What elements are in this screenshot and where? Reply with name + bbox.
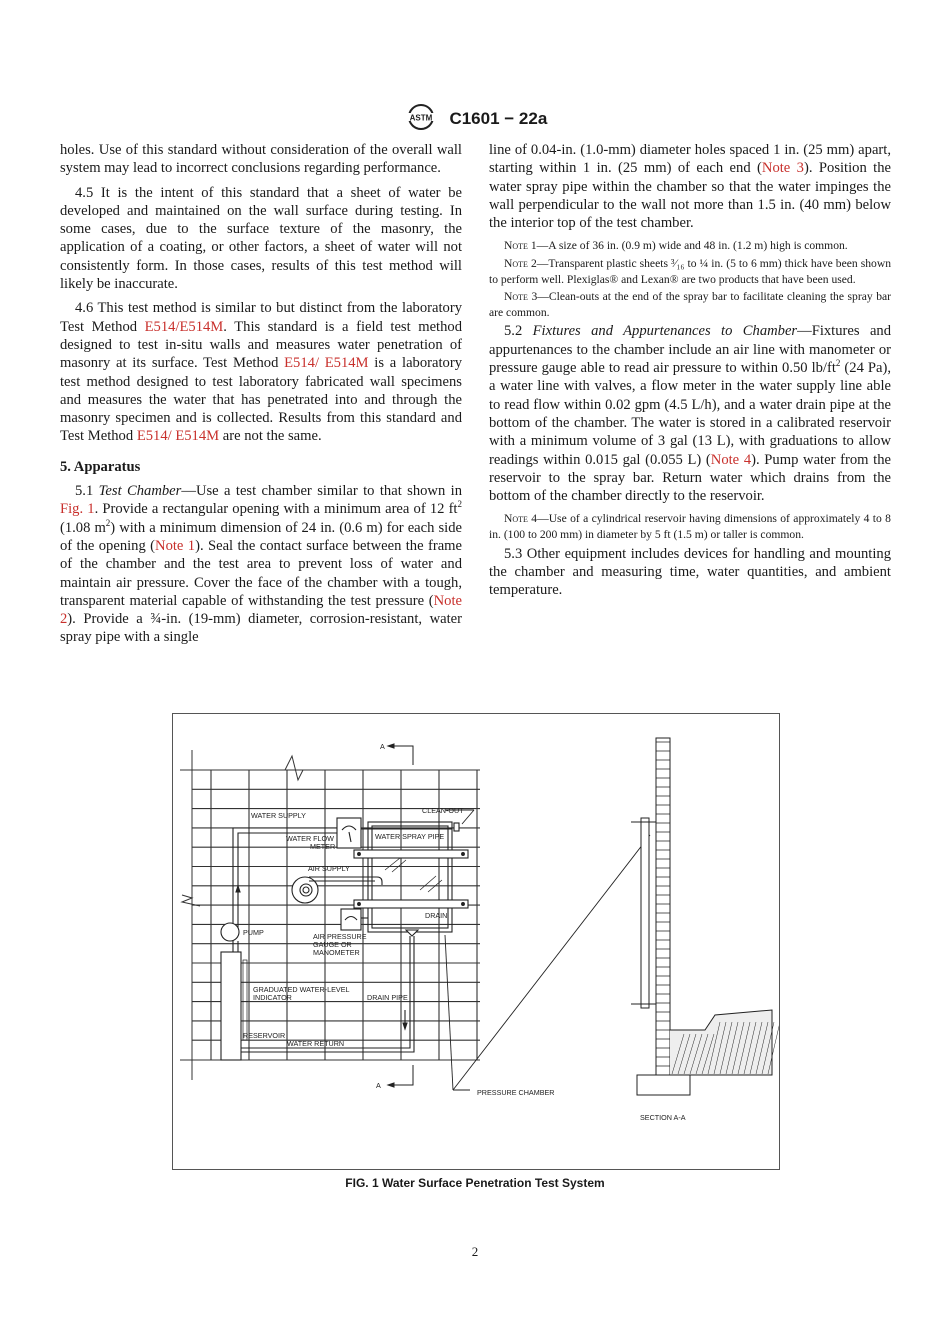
note-label: Note 2 <box>504 257 537 271</box>
text-run: . Provide a rectangular opening with a minimum area of 12 ft <box>94 501 458 518</box>
text-run: . This standard is a field test method designed to test in-situ walls and measures water penetration of masonry at its surface. Test Method <box>60 318 462 372</box>
note-label: Note 4 <box>504 512 538 526</box>
label-meter: METER <box>310 842 336 851</box>
text-run: 5.2 <box>504 323 533 340</box>
text-run: 5.3 Other equipment includes devices for handling and mounting the chamber and measuring time, water quantities, and ambient temperature. <box>489 545 891 599</box>
text-run: —Use a test chamber similar to that shown in <box>181 483 462 500</box>
svg-text:ASTM: ASTM <box>409 113 433 123</box>
text-run: (1.08 m <box>60 519 106 536</box>
air-pressure-gauge <box>341 909 361 930</box>
superscript: 2 <box>835 358 841 369</box>
reference-link[interactable]: E514/E514M <box>144 318 224 335</box>
figure-1 <box>172 713 780 1170</box>
text-run: ). Provide a ¾-in. (19-mm) diameter, corrosion-resistant, water spray pipe with a single <box>60 611 462 646</box>
paragraph <box>489 322 891 505</box>
document-designation: C1601 − 22a <box>449 108 548 128</box>
label-gauge-or: GAUGE OR <box>313 940 352 949</box>
section-heading <box>60 458 462 476</box>
pointer-lines <box>445 810 650 1090</box>
text-run: —Use of a cylindrical reservoir having dimensions of approximately 4 to 8 in. (100 to 200 mm) in diameter by 5 ft (1.5 m) or taller is common. <box>489 512 891 542</box>
label-water-supply: WATER SUPPLY <box>251 811 306 820</box>
text-run: —A size of 36 in. (0.9 m) wide and 48 in. (1.2 m) high is common. <box>536 239 848 253</box>
paragraph <box>60 141 462 178</box>
reference-link[interactable]: Note 3 <box>761 160 804 177</box>
note-paragraph <box>489 238 891 254</box>
note-paragraph <box>489 511 891 542</box>
label-water-return: WATER RETURN <box>287 1039 345 1048</box>
page-number: 2 <box>471 1244 479 1259</box>
text-run: is a laboratory test method designed to test laboratory fabricated wall specimens and measures the water that has penetrated into and through the masonry specimen and is collected. Results from this standard and Test Method <box>60 355 462 445</box>
text-run: ) with a minimum dimension of 24 in. (0.6 m) for each side of the opening ( <box>60 519 462 554</box>
text-run: —Clean-outs at the end of the spray bar to facilitate cleaning the spray bar are common. <box>489 290 891 319</box>
reference-link[interactable]: E514/ E514M <box>284 355 369 372</box>
left-column <box>60 141 462 653</box>
pump-icon <box>221 923 239 941</box>
section-marker-a-bottom: A <box>376 1081 381 1090</box>
text-run: —Transparent plastic sheets ³⁄₁₆ to ¼ in. (5 to 6 mm) thick have been shown to perform well. Plexiglas® and Lexan® are two products that have been used. <box>489 257 891 286</box>
label-water-spray-pipe: WATER SPRAY PIPE <box>375 832 445 841</box>
label-water-flow: WATER FLOW <box>286 834 334 843</box>
note-paragraph <box>489 289 891 320</box>
paragraph <box>60 184 462 294</box>
reference-link[interactable]: Note 1 <box>155 537 196 554</box>
reference-link[interactable]: Note 2 <box>60 592 462 628</box>
label-pressure-chamber: PRESSURE CHAMBER <box>477 1088 555 1097</box>
paragraph <box>60 299 462 445</box>
text-run: holes. Use of this standard without consideration of the overall wall system may lead to incorrect conclusions regarding performance. <box>60 142 462 177</box>
astm-logo-icon <box>403 102 439 137</box>
label-manometer: MANOMETER <box>313 948 360 957</box>
reference-link[interactable]: Note 4 <box>710 451 752 468</box>
italic-title: Fixtures and Appurtenances to Chamber <box>532 323 798 340</box>
label-section-aa: SECTION A-A <box>640 1113 686 1122</box>
label-drain: DRAIN <box>425 911 448 920</box>
reference-link[interactable]: Fig. 1 <box>60 501 95 518</box>
figure-caption: FIG. 1 Water Surface Penetration Test System <box>345 1176 605 1190</box>
text-run: ). Pump water from the reservoir to the spray bar. Return water which drains from the bottom of the chamber directly to the reservoir. <box>489 451 891 505</box>
paragraph <box>489 545 891 600</box>
text-run: are not the same. <box>219 428 322 445</box>
superscript: 2 <box>457 499 462 510</box>
reference-link[interactable]: E514/ E514M <box>136 428 220 445</box>
label-pump: PUMP <box>243 928 264 937</box>
note-label: Note 1 <box>504 239 537 253</box>
label-air-pressure: AIR PRESSURE <box>313 932 367 941</box>
text-run: 5.1 <box>75 483 99 500</box>
chamber-bar-bottom <box>354 900 468 908</box>
text-run: ). Seal the contact surface between the frame of the chamber and the test area to prevent loss of water and maintain air pressure. Cover the face of the chamber with a tough, transparent material capable of withstanding the test pressure ( <box>60 537 462 609</box>
text-run: line of 0.04-in. (1.0-mm) diameter holes spaced 1 in. (25 mm) apart, starting within 1 in. (25 mm) of each end ( <box>489 142 891 177</box>
superscript: 2 <box>105 517 111 528</box>
note-paragraph <box>489 256 891 287</box>
paragraph <box>60 482 462 647</box>
chamber-bar-top <box>354 850 468 858</box>
text-run: 5. Apparatus <box>60 458 141 475</box>
note-label: Note 3 <box>504 290 538 304</box>
label-indicator: INDICATOR <box>253 993 292 1002</box>
section-marker-a-top: A <box>380 742 385 751</box>
page-header <box>0 102 950 137</box>
figure-drawing <box>173 714 779 1169</box>
label-drain-pipe: DRAIN PIPE <box>367 993 408 1002</box>
italic-title: Test Chamber <box>98 483 182 500</box>
text-run: —Fixtures and appurtenances to the chamber include an air line with manometer or pressure gauge able to read air pressure to within 0.50 lb/ft <box>489 323 892 377</box>
text-run: 4.6 This test method is similar to but distinct from the laboratory Test Method <box>60 300 462 335</box>
text-run: (24 Pa), a water line with valves, a flow meter in the water supply line able to read flow within 0.02 gpm (4.5 L/h), and a water drain pipe at the bottom of the chamber. The water is stored in a calibrated reservoir with a minimum volume of 3 gal (13 L), with graduations to allow readings within 0.015 gal (0.055 L) ( <box>489 360 891 468</box>
label-reservoir: RESERVOIR <box>243 1031 286 1040</box>
label-air-supply: AIR SUPPLY <box>308 864 350 873</box>
text-run: 4.5 It is the intent of this standard that a sheet of water be developed and maintained on the wall surface during testing. In some cases, due to the surface texture of the masonry, the application of a coating, or other factors, a sheet of water will not consistently form. In those cases, results of this test method will likely be inaccurate. <box>60 184 462 293</box>
text-run: ). Position the water spray pipe within the chamber so that the water impinges the wall perpendicular to the wall not more than 1.5 in. (40 mm) below the interior top of the test chamber. <box>489 160 891 232</box>
label-clean-out: CLEAN-OUT <box>422 806 464 815</box>
paragraph <box>489 141 891 232</box>
section-view <box>631 738 779 1095</box>
label-graduated: GRADUATED WATER-LEVEL <box>253 985 350 994</box>
reservoir <box>221 952 241 1060</box>
right-column <box>489 141 891 606</box>
